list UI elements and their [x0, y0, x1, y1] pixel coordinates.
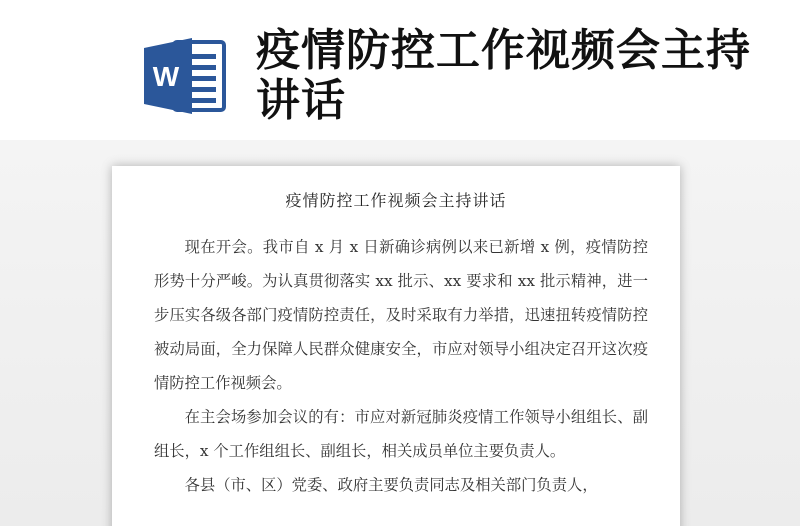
paragraph: 在主会场参加会议的有：市应对新冠肺炎疫情工作领导小组组长、副组长，x 个工作组组长、副组长，相关成员单位主要负责人。 — [154, 408, 648, 460]
document-title: 疫情防控工作视频会主持讲话 — [285, 191, 507, 210]
banner — [0, 0, 800, 140]
word-icon-letter: W — [152, 61, 180, 92]
document-body — [154, 230, 648, 502]
paragraph: 各县（市、区）党委、政府主要负责同志及相关部门负责人， — [184, 476, 598, 494]
document-page — [112, 166, 680, 526]
paragraph: 现在开会。我市自 x 月 x 日新确诊病例以来已新增 x 例，疫情防控形势十分严峻。为认真贯彻落实 xx 批示、xx 要求和 xx 批示精神，进一步压实各级各部门疫情防控责任，及时采取有力举措，迅速扭转疫情防控被动局面，全力保障人民群众健康安全，市应对领导小组决定召开这次疫情防控工作视频会。 — [154, 238, 648, 392]
word-icon — [144, 36, 228, 116]
page-title: 疫情防控工作视频会主持讲话 — [256, 25, 751, 126]
